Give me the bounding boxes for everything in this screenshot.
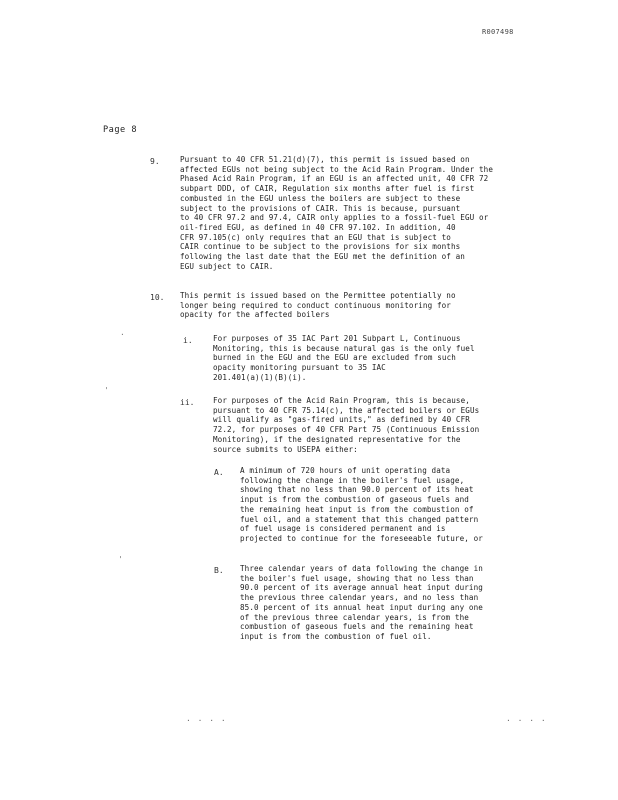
list-item-text: For purposes of 35 IAC Part 201 Subpart L, Continuous Monitoring, this is because natural gas is the only fuel burned in the EGU and the EGU are excluded from such opacity monitoring pursuant to 35 IAC 201.401(a)(1)(B)(i).: [213, 334, 475, 382]
footer-mark-right: . . . .: [506, 714, 547, 723]
list-item-text: For purposes of the Acid Rain Program, this is because, pursuant to 40 CFR 75.14(c), the affected boilers or EGUs will qualify as "gas-fired units," as defined by 40 CFR 72.2, for purposes of 40 CFR Part 75 (Continuous Emission Monitoring), if the designated representative for the source submits to USEPA either:: [213, 396, 480, 454]
sub-item-text: Three calendar years of data following the change in the boiler's fuel usage, showing that no less than 90.0 percent of its average annual heat input during the previous three calendar years, and no less than 85.0 percent of its annual heat input during any one of the previous three calendar years, is from the combustion of gaseous fuels and the remaining heat input is from the combustion of fuel oil.: [240, 564, 483, 641]
list-item-marker: i.: [183, 336, 193, 345]
document-id: R007498: [482, 28, 514, 36]
paragraph-marker: 9.: [150, 157, 160, 166]
paragraph-text: This permit is issued based on the Permittee potentially no longer being required to conduct continuous monitoring for opacity for the affected boilers: [180, 291, 456, 320]
paragraph-marker: 10.: [150, 293, 165, 302]
sub-item-marker: B.: [214, 566, 224, 575]
page-number: Page 8: [103, 125, 138, 135]
footer-mark-left: . . . .: [186, 714, 227, 723]
sub-item-marker: A.: [214, 468, 224, 477]
list-item-marker: ii.: [180, 398, 195, 407]
scan-mark: ': [118, 555, 123, 564]
sub-item-text: A minimum of 720 hours of unit operating data following the change in the boiler's fuel usage, showing that no less than 90.0 percent of its heat input is from the combustion of gaseous fuels and the remaining heat input is from the combustion of fuel oil, and a statement that this changed pattern of fuel usage is considered permanent and is projected to continue for the foreseeable future, or: [240, 466, 483, 543]
paragraph-text: Pursuant to 40 CFR 51.21(d)(7), this permit is issued based on affected EGUs not being subject to the Acid Rain Program. Under the Phased Acid Rain Program, if an EGU is an affected unit, 40 CFR 72 subpart DDD, of CAIR, Regulation six months after fuel is first combusted in the EGU unless the boilers are subject to these subject to the provisions of CAIR. This is because, pursuant to 40 CFR 97.2 and 97.4, CAIR only applies to a fossil-fuel EGU or oil-fired EGU, as defined in 40 CFR 97.102. In addition, 40 CFR 97.105(c) only requires that an EGU that is subject to CAIR continue to be subject to the provisions for six months following the last date that the EGU met the definition of an EGU subject to CAIR.: [180, 155, 494, 271]
scan-mark: ·: [120, 330, 125, 339]
scan-mark: ': [104, 386, 109, 395]
